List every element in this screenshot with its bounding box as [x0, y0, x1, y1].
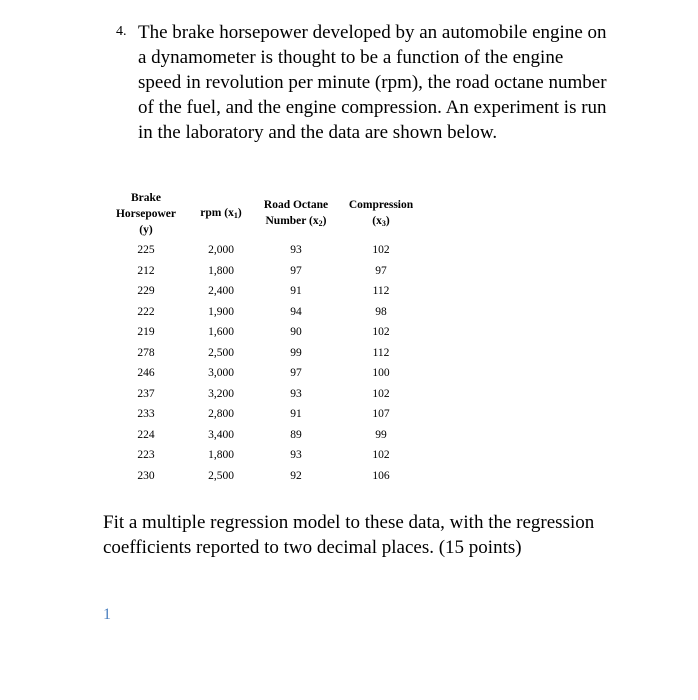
rpm-cell: 1,600: [208, 326, 234, 339]
table-row: [105, 384, 425, 405]
header-x3-sub: 3: [381, 218, 386, 228]
compression-cell: 102: [372, 326, 390, 339]
compression-cell: 107: [372, 408, 390, 421]
brake-horsepower-cell: 278: [137, 346, 155, 359]
header-x3-line2: [337, 213, 425, 232]
brake-horsepower-cell: 222: [137, 305, 155, 318]
table-row: [105, 363, 425, 384]
compression-cell: 102: [372, 244, 390, 257]
page-number: 1: [103, 606, 111, 623]
brake-horsepower-cell: 237: [137, 387, 155, 400]
table-row: [105, 445, 425, 466]
compression-cell: 99: [375, 428, 387, 441]
brake-horsepower-cell: 233: [137, 408, 155, 421]
rpm-cell: 2,800: [208, 408, 234, 421]
road-octane-cell: 97: [290, 367, 302, 380]
rpm-cell: 1,900: [208, 305, 234, 318]
compression-cell: 102: [372, 387, 390, 400]
instruction-text: Fit a multiple regression model to these data, with the regression coefficients reported to two decimal places. (15 points): [103, 512, 595, 558]
brake-horsepower-cell: 230: [137, 469, 155, 482]
road-octane-cell: 90: [290, 326, 302, 339]
road-octane-cell: 91: [290, 285, 302, 298]
road-octane-cell: 99: [290, 346, 302, 359]
compression-cell: 112: [372, 346, 390, 359]
data-table: [105, 188, 425, 486]
rpm-cell: 2,400: [208, 285, 234, 298]
rpm-cell: 2,500: [208, 469, 234, 482]
table-row: [105, 322, 425, 343]
rpm-cell: 1,800: [208, 449, 234, 462]
road-octane-cell: 89: [290, 428, 302, 441]
road-octane-cell: 92: [290, 469, 302, 482]
header-x2-sub: 2: [318, 218, 323, 228]
compression-cell: 102: [372, 449, 390, 462]
road-octane-cell: 93: [290, 244, 302, 257]
road-octane-cell: 97: [290, 264, 302, 277]
header-brake-horsepower: [105, 188, 187, 240]
header-y-line2: Horsepower: [115, 208, 177, 220]
table-row: [105, 404, 425, 425]
compression-cell: 98: [375, 305, 387, 318]
compression-cell: 112: [372, 285, 390, 298]
header-y-line1: Brake: [130, 192, 162, 204]
rpm-cell: 2,500: [208, 346, 234, 359]
brake-horsepower-cell: 229: [137, 285, 155, 298]
table-row: [105, 302, 425, 323]
rpm-cell: 3,200: [208, 387, 234, 400]
brake-horsepower-cell: 219: [137, 326, 155, 339]
rpm-cell: 3,400: [208, 428, 234, 441]
compression-cell: 100: [372, 367, 390, 380]
header-x3-line1: Compression: [348, 198, 414, 211]
rpm-cell: 2,000: [208, 244, 234, 257]
header-x3-close: ): [385, 214, 390, 227]
header-x3-line2-text: (x: [372, 214, 382, 227]
header-x2-line2: [255, 213, 337, 232]
header-x2-close: ): [322, 214, 327, 227]
header-x1-sub: 1: [233, 210, 238, 220]
table-row: [105, 343, 425, 364]
road-octane-cell: 93: [290, 387, 302, 400]
header-x2-line1: Road Octane: [263, 198, 329, 211]
problem-number: 4.: [116, 24, 127, 39]
header-road-octane: [255, 188, 337, 240]
brake-horsepower-cell: 246: [137, 367, 155, 380]
brake-horsepower-cell: 223: [137, 449, 155, 462]
rpm-cell: 1,800: [208, 264, 234, 277]
table-row: [105, 281, 425, 302]
road-octane-cell: 94: [290, 305, 302, 318]
table-row: [105, 261, 425, 282]
brake-horsepower-cell: 212: [137, 264, 155, 277]
header-x2-line2-text: Number (x: [265, 214, 319, 227]
rpm-cell: 3,000: [208, 367, 234, 380]
header-x1-close: ): [237, 206, 242, 219]
table-body: [105, 240, 425, 486]
header-y-line3: (y): [139, 224, 153, 236]
brake-horsepower-cell: 224: [137, 428, 155, 441]
road-octane-cell: 93: [290, 449, 302, 462]
header-compression: [337, 188, 425, 240]
problem-text: The brake horsepower developed by an automobile engine on a dynamometer is thought to be a function of the engine speed in revolution per minute (rpm), the road octane number of the fuel, and the engine compression. An experiment is run in the laboratory and the data are shown below.: [138, 22, 607, 143]
road-octane-cell: 91: [290, 408, 302, 421]
table-row: [105, 240, 425, 261]
table-header-row: [105, 188, 425, 240]
brake-horsepower-cell: 225: [137, 244, 155, 257]
header-x1-label: rpm (x: [200, 206, 234, 219]
table-row: [105, 466, 425, 487]
header-rpm: [187, 188, 255, 240]
compression-cell: 106: [372, 469, 390, 482]
table-row: [105, 425, 425, 446]
compression-cell: 97: [375, 264, 387, 277]
